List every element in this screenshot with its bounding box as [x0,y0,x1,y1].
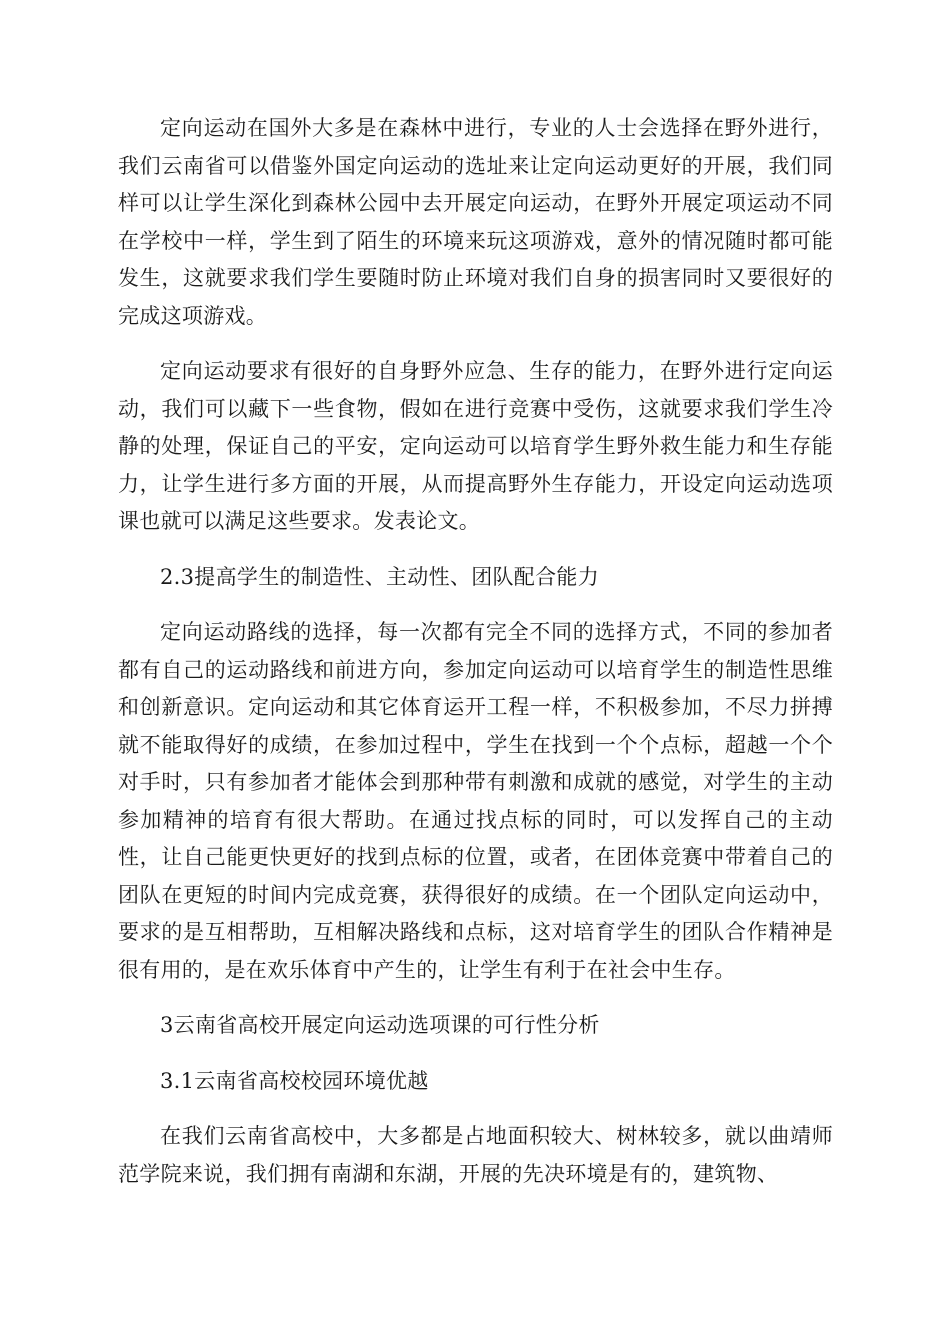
document-body [118,110,833,1211]
section-heading-3-1: 3.1云南省高校校园环境优越 [160,1068,429,1093]
paragraph-survival-ability: 定向运动要求有很好的自身野外应急、生存的能力，在野外进行定向运动，我们可以藏下一些食物，假如在进行竞赛中受伤，这就要求我们学生冷静的处理，保证自己的平安，定向运动可以培育学生野外救生能力和生存能力，让学生进行多方面的开展，从而提高野外生存能力，开设定向运动选项课也就可以满足这些要求。发表论文。 [118,359,833,533]
paragraph-creativity-teamwork: 定向运动路线的选择，每一次都有完全不同的选择方式，不同的参加者都有自己的运动路线和前进方向，参加定向运动可以培育学生的制造性思维和创新意识。定向运动和其它体育运开工程一样，不积极参加，不尽力拼搏就不能取得好的成绩，在参加过程中，学生在找到一个个点标，超越一个个对手时，只有参加者才能体会到那种带有刺激和成就的感觉，对学生的主动参加精神的培育有很大帮助。在通过找点标的同时，可以发挥自己的主动性，让自己能更快更好的找到点标的位置，或者，在团体竞赛中带着自己的团队在更短的时间内完成竞赛，获得很好的成绩。在一个团队定向运动中，要求的是互相帮助，互相解决路线和点标，这对培育学生的团队合作精神是很有用的，是在欢乐体育中产生的，让学生有利于在社会中生存。 [118,620,833,982]
paragraph-forest-orienteering: 定向运动在国外大多是在森林中进行，专业的人士会选择在野外进行，我们云南省可以借鉴外国定向运动的选址来让定向运动更好的开展，我们同样可以让学生深化到森林公园中去开展定向运动，在野外开展定项运动不同在学校中一样，学生到了陌生的环境来玩这项游戏，意外的情况随时都可能发生，这就要求我们学生要随时防止环境对我们自身的损害同时又要很好的完成这项游戏。 [118,116,833,328]
section-heading-2-3: 2.3提高学生的制造性、主动性、团队配合能力 [160,564,599,589]
section-heading-3: 3云南省高校开展定向运动选项课的可行性分析 [160,1013,600,1037]
paragraph-campus-environment: 在我们云南省高校中，大多都是占地面积较大、树林较多，就以曲靖师范学院来说，我们拥有南湖和东湖，开展的先决环境是有的，建筑物、 [118,1124,833,1186]
